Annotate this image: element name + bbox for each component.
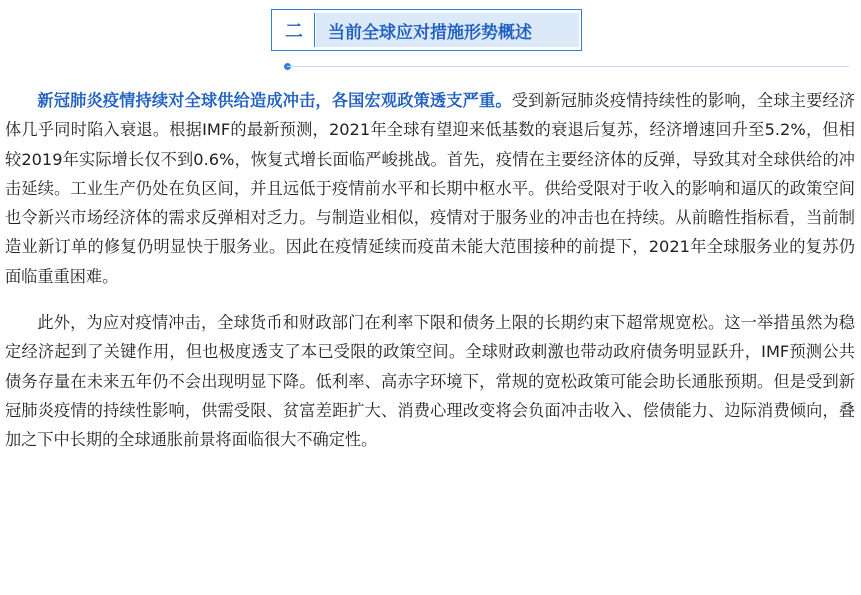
paragraph-2 [5, 308, 855, 454]
paragraph-1 [5, 86, 855, 291]
section-header-divider [314, 13, 315, 47]
section-title: 当前全球应对措施形势概述 [316, 13, 579, 47]
paragraph-1-text: 受到新冠肺炎疫情持续性的影响，全球主要经济体几乎同时陷入衰退。根据IMF的最新预测，2021年全球有望迎来低基数的衰退后复苏，经济增速回升至5.2%，但相较2019年实际增长仅不到0.6%，恢复式增长面临严峻挑战。首先，疫情在主要经济体的反弹，导致其对全球供给的冲击延续。工业生产仍处在负区间，并且远低于疫情前水平和长期中枢水平。供给受限对于收入的影响和逼仄的政策空间也令新兴市场经济体的需求反弹相对乏力。与制造业相似，疫情对于服务业的冲击也在持续。从前瞻性指标看，当前制造业新订单的修复仍明显快于服务业。因此在疫情延续而疫苗未能大范围接种的前提下，2021年全球服务业的复苏仍面临重重困难。 [5, 91, 856, 286]
paragraph-1-lead: 新冠肺炎疫情持续对全球供给造成冲击，各国宏观政策透支严重。 [37, 91, 512, 110]
section-number: 二 [285, 21, 303, 42]
section-rule-line [287, 66, 849, 67]
article-body [5, 86, 855, 455]
paragraph-2-text: 此外，为应对疫情冲击，全球货币和财政部门在利率下限和债务上限的长期约束下超常规宽松。这一举措虽然为稳定经济起到了关键作用，但也极度透支了本已受限的政策空间。全球财政刺激也带动政府债务明显跃升，IMF预测公共债务存量在未来五年仍不会出现明显下降。低利率、高赤字环境下，常规的宽松政策可能会助长通胀预期。但是受到新冠肺炎疫情的持续性影响，供需受限、贫富差距扩大、消费心理改变将会负面冲击收入、偿债能力、边际消费倾向，叠加之下中长期的全球通胀前景将面临很大不确定性。 [5, 313, 855, 450]
section-header-inner [274, 13, 579, 47]
section-header [271, 9, 582, 51]
